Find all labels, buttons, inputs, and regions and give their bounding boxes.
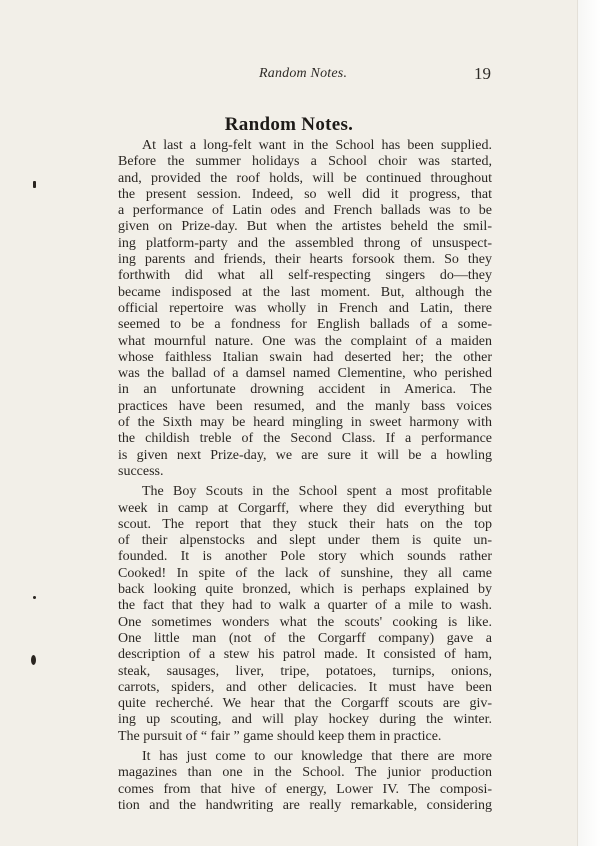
running-header — [0, 64, 578, 84]
scan-speck — [33, 596, 36, 599]
text-line: steak, sausages, liver, tripe, potatoes, turnips, onions, — [118, 663, 492, 679]
text-line: official repertoire was wholly in French and Latin, there — [118, 300, 492, 316]
text-line: the fact that they had to walk a quarter of a mile to wash. — [118, 598, 492, 614]
text-line: is given next Prize-day, we are sure it will be a howling — [118, 447, 492, 463]
text-line: comes from that hive of energy, Lower IV. The composi- — [118, 781, 492, 797]
text-line: week in camp at Corgarff, where they did everything but — [118, 500, 492, 516]
text-line: of their alpenstocks and slept under them is quite un- — [118, 533, 492, 549]
paragraph — [118, 138, 492, 480]
text-line: what mournful nature. One was the complaint of a maiden — [118, 333, 492, 349]
text-line: practices have been resumed, and the manly bass voices — [118, 398, 492, 414]
text-line: carrots, spiders, and other delicacies. It must have been — [118, 679, 492, 695]
text-line: of the Sixth may be heard mingling in sweet harmony with — [118, 415, 492, 431]
text-line: whose faithless Italian swain had deserted her; the other — [118, 349, 492, 365]
text-line: magazines than one in the School. The junior production — [118, 765, 492, 781]
text-line: founded. It is another Pole story which sounds rather — [118, 549, 492, 565]
text-line: back looking quite bronzed, which is perhaps explained by — [118, 582, 492, 598]
text-line: One sometimes wonders what the scouts' cooking is like. — [118, 614, 492, 630]
text-line: One little man (not of the Corgarff company) gave a — [118, 630, 492, 646]
paragraph — [118, 484, 492, 745]
scan-margin — [578, 0, 601, 846]
text-line: the present session. Indeed, so well did it progress, that — [118, 186, 492, 202]
text-line: Before the summer holidays a School choir was started, — [118, 154, 492, 170]
paragraph — [118, 749, 492, 814]
text-line: the childish treble of the Second Class. If a performance — [118, 431, 492, 447]
text-line: forthwith did what all self-respecting singers do—they — [118, 268, 492, 284]
text-line: a performance of Latin odes and French ballads was to be — [118, 203, 492, 219]
text-line: Cooked! In spite of the lack of sunshine, they all came — [118, 565, 492, 581]
text-line: was the ballad of a damsel named Clementine, who perished — [118, 366, 492, 382]
text-line: in an unfortunate drowning accident in America. The — [118, 382, 492, 398]
text-line: The Boy Scouts in the School spent a most profitable — [142, 484, 492, 500]
running-title: Random Notes. — [259, 66, 348, 81]
text-line: seemed to be a fondness for English ballads of a some- — [118, 317, 492, 333]
text-line: scout. The report that they stuck their hats on the top — [118, 516, 492, 532]
scan-speck — [33, 181, 36, 188]
text-line: given on Prize-day. But when the artistes beheld the smil- — [118, 219, 492, 235]
article-body — [118, 138, 492, 818]
text-line: success. — [118, 463, 164, 479]
text-line: It has just come to our knowledge that there are more — [142, 748, 492, 764]
text-line: ing platform-party and the assembled throng of unsuspect- — [118, 235, 492, 251]
text-line: ing up scouting, and will play hockey during the winter. — [118, 712, 492, 728]
text-line: ing parents and friends, their hearts forsook them. So they — [118, 252, 492, 268]
text-line: tion and the handwriting are really remarkable, considering — [118, 797, 492, 813]
page-number: 19 — [474, 64, 491, 83]
scan-speck — [31, 655, 36, 665]
text-line: The pursuit of “ fair ” game should keep them in practice. — [118, 728, 442, 744]
text-line: description of a stew his patrol made. It consisted of ham, — [118, 647, 492, 663]
text-line: quite recherché. We hear that the Corgarff scouts are giv- — [118, 696, 492, 712]
text-line: and, provided the roof holds, will be continued throughout — [118, 170, 492, 186]
text-line: At last a long-felt want in the School has been supplied. — [142, 138, 492, 153]
article-title: Random Notes. — [224, 114, 354, 135]
text-line: became indisposed at the last moment. But, although the — [118, 284, 492, 300]
